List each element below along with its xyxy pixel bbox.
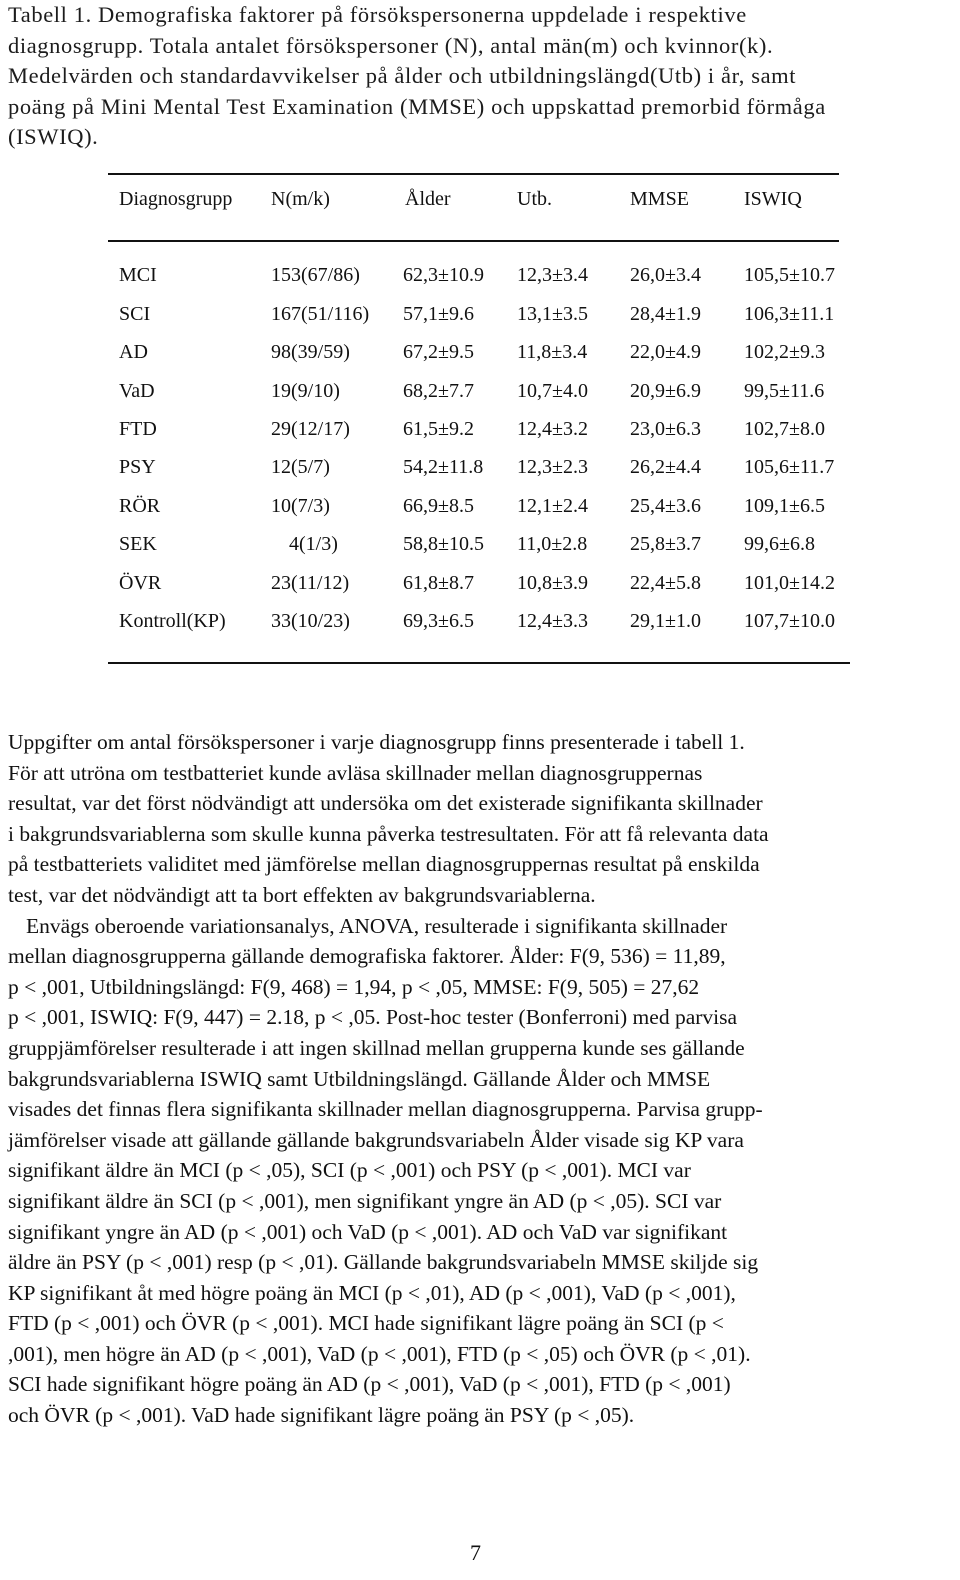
body-line: Uppgifter om antal försökspersoner i varje diagnosgrupp finns presenterade i tabell 1. <box>8 730 745 754</box>
table-row <box>0 341 960 371</box>
caption-line: Medelvärden och standardavvikelser på ålder och utbildningslängd(Utb) i år, samt <box>8 63 797 88</box>
body-line: gruppjämförelser resulterade i att ingen skillnad mellan grupperna kunde ses gällande <box>8 1035 745 1060</box>
cell-iswiq: 102,7±8.0 <box>744 418 825 440</box>
body-line: p < ,001, ISWIQ: F(9, 447) = 2.18, p < ,05. Post-hoc tester (Bonferroni) med parvisa <box>8 1005 738 1030</box>
cell-alder: 61,8±8.7 <box>403 572 474 594</box>
cell-group: ÖVR <box>119 572 162 594</box>
cell-utb: 13,1±3.5 <box>517 303 588 325</box>
cell-iswiq: 109,1±6.5 <box>744 495 825 517</box>
cell-group: SEK <box>119 533 157 555</box>
cell-alder: 69,3±6.5 <box>403 610 474 632</box>
cell-mmse: 22,0±4.9 <box>630 341 701 363</box>
body-line: KP signifikant åt med högre poäng än MCI (p < ,01), AD (p < ,001), VaD (p < ,001), <box>8 1280 736 1305</box>
cell-mmse: 26,0±3.4 <box>630 264 701 286</box>
table-row <box>0 418 960 448</box>
cell-utb: 11,8±3.4 <box>517 341 588 363</box>
body-line: äldre än PSY (p < ,001) resp (p < ,01). Gällande bakgrundsvariabeln MMSE skiljde sig <box>8 1250 759 1275</box>
caption-line: (ISWIQ). <box>8 124 99 149</box>
cell-group: Kontroll(KP) <box>119 610 226 632</box>
cell-iswiq: 99,6±6.8 <box>744 533 815 555</box>
cell-iswiq: 106,3±11.1 <box>744 303 835 325</box>
table-top-rule <box>108 173 839 175</box>
cell-group: RÖR <box>119 495 161 517</box>
body-line: Envägs oberoende variationsanalys, ANOVA, resulterade i signifikanta skillnader <box>26 913 728 938</box>
body-line: jämförelser visade att gällande gällande bakgrundsvariabeln Ålder visade sig KP vara <box>8 1127 744 1152</box>
cell-utb: 12,3±3.4 <box>517 264 588 286</box>
body-line: test, var det nödvändigt att ta bort effekten av bakgrundsvariablerna. <box>8 882 596 907</box>
body-line: i bakgrundsvariablerna som skulle kunna påverka testresultaten. För att få relevanta data <box>8 821 769 846</box>
body-line: resultat, var det först nödvändigt att undersöka om det existerade signifikanta skillnader <box>8 791 763 816</box>
body-line: FTD (p < ,001) och ÖVR (p < ,001). MCI hade signifikant lägre poäng än SCI (p < <box>8 1311 724 1336</box>
caption-line: poäng på Mini Mental Test Examination (MMSE) och uppskattad premorbid förmåga <box>8 93 826 119</box>
cell-n: 98(39/59) <box>271 341 350 363</box>
table-row <box>0 495 960 525</box>
body-line: och ÖVR (p < ,001). VaD hade signifikant lägre poäng än PSY (p < ,05). <box>8 1403 635 1428</box>
cell-iswiq: 102,2±9.3 <box>744 341 825 363</box>
cell-alder: 67,2±9.5 <box>403 341 474 363</box>
cell-alder: 68,2±7.7 <box>403 380 474 402</box>
cell-n: 10(7/3) <box>271 495 330 517</box>
caption-line: diagnosgrupp. Totala antalet försökspersoner (N), antal män(m) och kvinnor(k). <box>8 32 774 58</box>
body-line: signifikant äldre än SCI (p < ,001), men signifikant yngre än AD (p < ,05). SCI var <box>8 1188 722 1213</box>
header-iswiq: ISWIQ <box>744 188 802 210</box>
cell-alder: 57,1±9.6 <box>403 303 474 325</box>
body-line: ,001), men högre än AD (p < ,001), VaD (p < ,001), FTD (p < ,05) och ÖVR (p < ,01). <box>8 1341 751 1366</box>
cell-alder: 61,5±9.2 <box>403 418 474 440</box>
table-row <box>0 572 960 602</box>
cell-group: PSY <box>119 456 156 478</box>
cell-mmse: 26,2±4.4 <box>630 456 701 478</box>
header-utb: Utb. <box>517 188 552 210</box>
cell-utb: 11,0±2.8 <box>517 533 588 555</box>
cell-n: 153(67/86) <box>271 264 360 286</box>
body-line: p < ,001, Utbildningslängd: F(9, 468) = 1,94, p < ,05, MMSE: F(9, 505) = 27,62 <box>8 974 700 999</box>
body-line: på testbatteriets validitet med jämförelse mellan diagnosgruppernas resultat på enskilda <box>8 852 760 877</box>
cell-utb: 12,3±2.3 <box>517 456 588 478</box>
body-line: För att utröna om testbatteriet kunde avläsa skillnader mellan diagnosgruppernas <box>8 760 703 785</box>
cell-utb: 10,7±4.0 <box>517 380 588 402</box>
table-row <box>0 533 960 563</box>
cell-group: VaD <box>119 380 155 402</box>
table-bottom-rule <box>108 662 850 664</box>
body-line: signifikant äldre än MCI (p < ,05), SCI (p < ,001) och PSY (p < ,001). MCI var <box>8 1158 691 1183</box>
body-line: mellan diagnosgrupperna gällande demografiska faktorer. Ålder: F(9, 536) = 11,89, <box>8 944 726 969</box>
body-text <box>8 727 956 1431</box>
cell-mmse: 29,1±1.0 <box>630 610 701 632</box>
cell-group: SCI <box>119 303 151 325</box>
table-row <box>0 610 960 640</box>
caption-line: Tabell 1. Demografiska faktorer på försökspersonerna uppdelade i respektive <box>8 2 747 27</box>
cell-mmse: 22,4±5.8 <box>630 572 701 594</box>
cell-iswiq: 101,0±14.2 <box>744 572 835 594</box>
cell-n: 4(1/3) <box>289 533 338 555</box>
cell-n: 19(9/10) <box>271 380 340 402</box>
table-row <box>0 380 960 410</box>
cell-group: AD <box>119 341 148 363</box>
table-row <box>0 264 960 294</box>
body-line: visades det finnas flera signifikanta skillnader mellan diagnosgrupperna. Parvisa grupp- <box>8 1097 763 1122</box>
cell-group: MCI <box>119 264 157 286</box>
header-n: N(m/k) <box>271 188 330 210</box>
cell-mmse: 23,0±6.3 <box>630 418 701 440</box>
cell-n: 167(51/116) <box>271 303 370 325</box>
header-mmse: MMSE <box>630 188 689 210</box>
page-number: 7 <box>470 1540 481 1565</box>
cell-mmse: 25,8±3.7 <box>630 533 701 555</box>
table-header-rule <box>108 240 839 242</box>
body-line: SCI hade signifikant högre poäng än AD (p < ,001), VaD (p < ,001), FTD (p < ,001) <box>8 1372 731 1397</box>
cell-alder: 62,3±10.9 <box>403 264 484 286</box>
cell-iswiq: 107,7±10.0 <box>744 610 835 632</box>
table-caption <box>8 0 948 153</box>
body-line: signifikant yngre än AD (p < ,001) och VaD (p < ,001). AD och VaD var signifikant <box>8 1219 728 1244</box>
cell-alder: 58,8±10.5 <box>403 533 484 555</box>
cell-mmse: 25,4±3.6 <box>630 495 701 517</box>
cell-n: 29(12/17) <box>271 418 350 440</box>
cell-n: 33(10/23) <box>271 610 350 632</box>
cell-mmse: 28,4±1.9 <box>630 303 701 325</box>
table-row <box>0 303 960 333</box>
cell-utb: 12,4±3.3 <box>517 610 588 632</box>
cell-iswiq: 105,5±10.7 <box>744 264 835 286</box>
cell-alder: 66,9±8.5 <box>403 495 474 517</box>
cell-iswiq: 99,5±11.6 <box>744 380 825 402</box>
cell-n: 23(11/12) <box>271 572 350 594</box>
cell-utb: 12,1±2.4 <box>517 495 588 517</box>
cell-utb: 10,8±3.9 <box>517 572 588 594</box>
table-row <box>0 456 960 486</box>
cell-mmse: 20,9±6.9 <box>630 380 701 402</box>
body-line: bakgrundsvariablerna ISWIQ samt Utbildningslängd. Gällande Ålder och MMSE <box>8 1066 711 1091</box>
cell-utb: 12,4±3.2 <box>517 418 588 440</box>
cell-n: 12(5/7) <box>271 456 330 478</box>
cell-iswiq: 105,6±11.7 <box>744 456 835 478</box>
header-diagnosgrupp: Diagnosgrupp <box>119 188 233 210</box>
cell-group: FTD <box>119 418 157 440</box>
cell-alder: 54,2±11.8 <box>403 456 484 478</box>
header-alder: Ålder <box>405 188 451 210</box>
